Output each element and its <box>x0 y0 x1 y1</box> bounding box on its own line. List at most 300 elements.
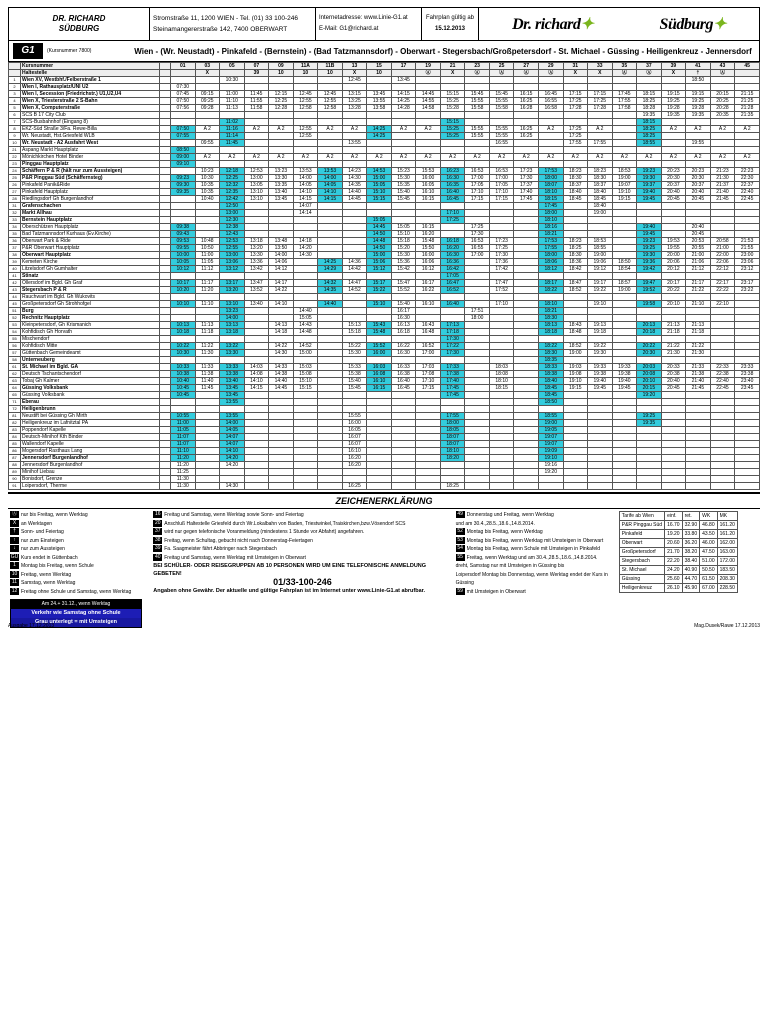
time-cell <box>195 392 220 399</box>
time-cell <box>465 301 490 308</box>
time-cell: 18:33 <box>538 364 563 371</box>
time-cell <box>661 84 686 91</box>
time-cell <box>489 469 514 476</box>
time-cell: 16:52 <box>440 287 465 294</box>
time-cell: 15:55 <box>465 98 490 105</box>
time-cell <box>416 294 441 301</box>
time-cell <box>244 336 269 343</box>
time-cell <box>588 119 613 126</box>
time-cell <box>416 462 441 469</box>
time-cell: 15:10 <box>391 231 416 238</box>
stop-name: Wallendorf Kapelle <box>21 441 160 448</box>
table-row <box>9 343 760 350</box>
time-cell <box>416 427 441 434</box>
tariff-cell: 22.20 <box>665 557 683 566</box>
time-cell: 14:10 <box>244 378 269 385</box>
time-cell <box>171 203 196 210</box>
legend-text: Freitag und Samstag, wenn Werktag sowie Sonn- und Feiertag <box>164 512 304 518</box>
time-cell <box>514 385 539 392</box>
time-cell: 15:52 <box>391 287 416 294</box>
time-cell <box>514 210 539 217</box>
time-cell <box>489 147 514 154</box>
time-cell <box>269 476 294 483</box>
time-cell: 14:42 <box>342 266 367 273</box>
time-cell <box>367 392 392 399</box>
mark-cell <box>160 483 171 490</box>
time-cell: 13:12 <box>220 266 245 273</box>
time-cell: 19:25 <box>637 245 662 252</box>
time-cell <box>195 294 220 301</box>
time-cell: 18:30 <box>563 252 588 259</box>
mark-cell <box>160 413 171 420</box>
time-cell <box>735 420 760 427</box>
time-cell: 18:50 <box>538 399 563 406</box>
time-cell: 11:55 <box>244 98 269 105</box>
mark-cell <box>160 63 171 70</box>
time-cell: 16:55 <box>489 140 514 147</box>
time-cell <box>195 476 220 483</box>
time-cell <box>293 469 318 476</box>
legend-title: ZEICHENERKLÄRUNG <box>8 492 760 509</box>
time-cell <box>465 273 490 280</box>
time-cell: 16:58 <box>538 105 563 112</box>
time-cell <box>195 434 220 441</box>
row-number: 85 <box>9 441 21 448</box>
time-cell: 15:40 <box>391 301 416 308</box>
time-cell: 18:43 <box>563 322 588 329</box>
time-cell: 15:22 <box>367 287 392 294</box>
time-cell: 15:05 <box>367 182 392 189</box>
time-cell: 19:07 <box>538 441 563 448</box>
kurs-number-cell: 41 <box>686 63 711 70</box>
time-cell: 18:25 <box>637 133 662 140</box>
address-oberwart: Steinamangererstraße 142, 7400 OBERWART <box>153 26 288 33</box>
time-cell <box>612 434 637 441</box>
time-cell: 09:43 <box>171 231 196 238</box>
code-cell: 10 <box>293 70 318 77</box>
time-cell: 15:35 <box>391 182 416 189</box>
row-number: 64 <box>9 385 21 392</box>
time-cell <box>612 441 637 448</box>
time-cell: 10:22 <box>171 343 196 350</box>
time-cell <box>318 378 343 385</box>
time-cell <box>489 455 514 462</box>
kurs-number-cell: 25 <box>489 63 514 70</box>
time-cell: 10:40 <box>195 196 220 203</box>
time-cell: 19:35 <box>686 112 711 119</box>
time-cell: 17:53 <box>538 168 563 175</box>
time-cell: 18:18 <box>538 329 563 336</box>
time-cell: 20:23 <box>686 168 711 175</box>
time-cell <box>588 147 613 154</box>
time-cell <box>342 469 367 476</box>
time-cell <box>195 217 220 224</box>
mark-cell <box>160 154 171 161</box>
time-cell <box>588 294 613 301</box>
time-cell <box>661 77 686 84</box>
time-cell <box>342 231 367 238</box>
time-cell <box>269 406 294 413</box>
time-cell <box>661 448 686 455</box>
time-cell: 21:45 <box>710 196 735 203</box>
time-cell: 19:40 <box>637 189 662 196</box>
time-cell: 14:00 <box>220 420 245 427</box>
time-cell <box>465 217 490 224</box>
time-cell: 18:10 <box>538 217 563 224</box>
time-cell <box>465 469 490 476</box>
time-cell <box>686 147 711 154</box>
time-cell: 16:30 <box>391 315 416 322</box>
time-cell <box>171 308 196 315</box>
contact-block <box>316 8 422 40</box>
time-cell: 17:58 <box>612 105 637 112</box>
time-cell <box>637 336 662 343</box>
time-cell <box>563 462 588 469</box>
time-cell: 18:16 <box>538 224 563 231</box>
time-cell: 13:30 <box>269 175 294 182</box>
time-cell <box>293 231 318 238</box>
time-cell <box>612 329 637 336</box>
time-cell: 14:58 <box>416 105 441 112</box>
stop-name: Markt Allhau <box>21 210 160 217</box>
time-cell <box>416 448 441 455</box>
time-cell: 13:10 <box>220 301 245 308</box>
code-cell: Ⓐ <box>710 70 735 77</box>
time-cell: 23:38 <box>735 371 760 378</box>
time-cell: 09:53 <box>171 238 196 245</box>
time-cell <box>661 455 686 462</box>
time-cell <box>612 133 637 140</box>
time-cell <box>514 350 539 357</box>
time-cell <box>318 413 343 420</box>
mark-cell <box>160 441 171 448</box>
time-cell <box>686 406 711 413</box>
time-cell <box>440 112 465 119</box>
time-cell <box>367 399 392 406</box>
time-cell: 20:08 <box>637 371 662 378</box>
time-cell: 21:40 <box>710 189 735 196</box>
time-cell <box>612 126 637 133</box>
time-cell <box>489 119 514 126</box>
time-cell: 20:22 <box>637 343 662 350</box>
time-cell <box>391 399 416 406</box>
time-cell: 17:45 <box>440 385 465 392</box>
table-row <box>9 217 760 224</box>
time-cell: 18:10 <box>489 378 514 385</box>
time-cell <box>735 301 760 308</box>
time-cell <box>710 455 735 462</box>
time-cell <box>612 420 637 427</box>
time-cell <box>342 294 367 301</box>
legend-text: Montag bis Freitag, wenn Werktag <box>466 529 543 535</box>
table-row <box>9 147 760 154</box>
time-cell: 16:18 <box>440 238 465 245</box>
time-cell: 18:15 <box>489 385 514 392</box>
time-cell <box>416 483 441 490</box>
legend-text: Freitag und Samstag, wenn Werktag mit Umsteigen in Oberwart <box>164 554 306 561</box>
time-cell: 15:18 <box>342 329 367 336</box>
time-cell: 14:30 <box>342 175 367 182</box>
time-cell <box>661 399 686 406</box>
time-cell: 21:33 <box>686 364 711 371</box>
time-cell: 16:40 <box>391 378 416 385</box>
time-cell: 10:18 <box>171 329 196 336</box>
time-cell <box>342 273 367 280</box>
mark-cell <box>160 245 171 252</box>
time-cell: 19:15 <box>661 91 686 98</box>
holiday-line1: Am 24.+ 31.12., wenn Werktag <box>11 600 141 609</box>
kurs-number-cell: 23 <box>465 63 490 70</box>
time-cell <box>710 483 735 490</box>
row-number: 31 <box>9 203 21 210</box>
time-cell: 18:45 <box>588 196 613 203</box>
time-cell: 12:30 <box>220 217 245 224</box>
mark-cell <box>160 406 171 413</box>
time-cell: 14:30 <box>220 483 245 490</box>
time-cell: 13:48 <box>269 238 294 245</box>
legend-middle-item <box>153 520 451 529</box>
time-cell <box>612 161 637 168</box>
time-cell <box>367 161 392 168</box>
time-cell <box>514 266 539 273</box>
time-cell <box>342 301 367 308</box>
stop-header: Haltestelle <box>21 70 160 77</box>
time-cell: 20:40 <box>686 189 711 196</box>
time-cell <box>195 469 220 476</box>
time-cell <box>416 434 441 441</box>
time-cell <box>710 406 735 413</box>
legend-left-item <box>10 571 149 580</box>
time-cell <box>514 483 539 490</box>
time-cell <box>538 147 563 154</box>
time-cell <box>465 336 490 343</box>
time-cell: 15:10 <box>367 189 392 196</box>
time-cell: 19:23 <box>637 168 662 175</box>
stop-name: Großpetersdorf Gh Strohhofgel <box>21 301 160 308</box>
time-cell: 20:58 <box>710 238 735 245</box>
time-cell: 16:25 <box>514 133 539 140</box>
time-cell <box>514 140 539 147</box>
time-cell <box>612 357 637 364</box>
mark-cell <box>160 399 171 406</box>
time-cell <box>538 273 563 280</box>
time-cell <box>514 476 539 483</box>
time-cell: 12:45 <box>318 91 343 98</box>
time-cell <box>195 210 220 217</box>
stop-name: Mönichkirchen Hotel Binder <box>21 154 160 161</box>
time-cell: 13:45 <box>391 77 416 84</box>
time-cell: 14:10 <box>293 189 318 196</box>
table-row <box>9 329 760 336</box>
stop-name: Loipersdorf, Therme <box>21 483 160 490</box>
time-cell: 07:55 <box>171 133 196 140</box>
time-cell <box>416 357 441 364</box>
legend-right-item <box>456 520 615 529</box>
time-cell: 16:17 <box>416 280 441 287</box>
time-cell <box>440 224 465 231</box>
time-cell: 18:03 <box>489 364 514 371</box>
row-number: 8 <box>9 126 21 133</box>
time-cell <box>440 357 465 364</box>
time-cell: 12:18 <box>220 168 245 175</box>
time-cell: 14:05 <box>220 427 245 434</box>
time-cell: 21:13 <box>686 322 711 329</box>
time-cell: 13:38 <box>220 371 245 378</box>
time-cell <box>318 469 343 476</box>
time-cell <box>637 441 662 448</box>
row-number: 34 <box>9 224 21 231</box>
time-cell: 14:29 <box>318 266 343 273</box>
time-cell: 22:22 <box>710 287 735 294</box>
legend-left-item <box>10 588 149 597</box>
time-cell <box>489 329 514 336</box>
time-cell <box>416 469 441 476</box>
time-cell <box>318 476 343 483</box>
time-cell <box>367 462 392 469</box>
time-cell <box>391 133 416 140</box>
time-cell <box>489 210 514 217</box>
time-cell <box>367 203 392 210</box>
legend-middle-item <box>153 554 451 563</box>
time-cell <box>269 273 294 280</box>
time-cell <box>710 448 735 455</box>
time-cell: 11:14 <box>220 133 245 140</box>
time-cell: 19:52 <box>637 287 662 294</box>
time-cell <box>416 140 441 147</box>
time-cell: 17:45 <box>440 392 465 399</box>
time-cell: 15:00 <box>293 350 318 357</box>
time-cell: 13:53 <box>318 168 343 175</box>
time-cell: A 2 <box>195 154 220 161</box>
tariff-header: einf. <box>665 512 683 521</box>
legend-text: nur zum Einsteigen <box>21 537 64 544</box>
time-cell: 11:02 <box>220 119 245 126</box>
time-cell: 12:58 <box>293 105 318 112</box>
time-cell <box>220 161 245 168</box>
time-cell: 15:55 <box>489 133 514 140</box>
time-cell: 09:10 <box>171 161 196 168</box>
time-cell: 13:45 <box>269 196 294 203</box>
time-cell: 22:23 <box>735 168 760 175</box>
time-cell <box>538 140 563 147</box>
time-cell <box>563 231 588 238</box>
time-cell <box>710 343 735 350</box>
time-cell: 21:00 <box>686 252 711 259</box>
time-cell <box>563 308 588 315</box>
time-cell: A 2 <box>514 154 539 161</box>
time-cell <box>735 448 760 455</box>
stop-name: Kohfidisch Mitte <box>21 343 160 350</box>
mark-cell <box>160 343 171 350</box>
stop-name: Bernstein Hauptplatz <box>21 217 160 224</box>
time-cell: 14:00 <box>293 175 318 182</box>
legend-symbol: 38 <box>154 536 161 543</box>
time-cell <box>244 413 269 420</box>
legend-left-item <box>10 520 149 529</box>
time-cell <box>318 147 343 154</box>
time-cell <box>318 140 343 147</box>
time-cell: 11:20 <box>195 287 220 294</box>
time-cell: 13:20 <box>220 287 245 294</box>
mark-cell <box>160 273 171 280</box>
time-cell <box>293 259 318 266</box>
table-row <box>9 168 760 175</box>
time-cell: 18:25 <box>440 483 465 490</box>
time-cell: 20:17 <box>661 280 686 287</box>
time-cell <box>637 448 662 455</box>
time-cell: 23:12 <box>735 266 760 273</box>
time-cell <box>244 308 269 315</box>
time-cell: 13:10 <box>244 189 269 196</box>
kurs-number-cell: 13 <box>342 63 367 70</box>
time-cell: 21:22 <box>686 287 711 294</box>
issue-date: Ausgabe 17.12.2013 <box>8 623 55 629</box>
time-cell: 15:38 <box>342 371 367 378</box>
stop-name: Wr. Neustadt, Hst.Griesfeld WLB <box>21 133 160 140</box>
time-cell: 19:58 <box>637 301 662 308</box>
time-cell <box>465 378 490 385</box>
line-badge: G1 <box>13 43 43 59</box>
time-cell <box>244 469 269 476</box>
time-cell: 19:37 <box>637 182 662 189</box>
time-cell: 20:33 <box>661 364 686 371</box>
time-cell <box>195 427 220 434</box>
legend-text: Loipersdorf Montag bis Donnerstag, wenn Werktag endet der Kurs in Güssing <box>455 571 608 586</box>
tariff-cell: 50.50 <box>700 566 718 575</box>
stop-name: P&R Pinggau Süd (Schäffernsteg) <box>21 175 160 182</box>
time-cell <box>293 462 318 469</box>
time-cell <box>416 336 441 343</box>
time-cell <box>391 217 416 224</box>
time-cell: 14:15 <box>293 196 318 203</box>
time-cell: 18:23 <box>563 238 588 245</box>
time-cell <box>735 434 760 441</box>
time-cell <box>416 119 441 126</box>
time-cell <box>391 406 416 413</box>
time-cell: 17:36 <box>489 259 514 266</box>
time-cell <box>440 147 465 154</box>
time-cell: 15:12 <box>367 266 392 273</box>
time-cell: 20:45 <box>661 196 686 203</box>
time-cell <box>391 357 416 364</box>
time-cell: 17:30 <box>440 336 465 343</box>
time-cell <box>588 357 613 364</box>
time-cell: 13:28 <box>342 105 367 112</box>
time-cell: 18:40 <box>538 378 563 385</box>
time-cell: 13:53 <box>293 168 318 175</box>
time-cell <box>440 462 465 469</box>
time-cell <box>612 238 637 245</box>
tariff-row <box>619 548 737 557</box>
time-cell: 16:05 <box>416 182 441 189</box>
time-cell: 22:30 <box>735 175 760 182</box>
time-cell <box>465 434 490 441</box>
mark-cell <box>160 448 171 455</box>
time-cell: 18:23 <box>563 168 588 175</box>
time-cell: 13:10 <box>244 196 269 203</box>
time-cell <box>318 315 343 322</box>
time-cell: 21:28 <box>735 105 760 112</box>
time-cell <box>416 476 441 483</box>
time-cell: 16:18 <box>391 329 416 336</box>
tariff-cell: 21.70 <box>665 548 683 557</box>
time-cell: 17:47 <box>489 280 514 287</box>
table-row <box>9 266 760 273</box>
time-cell <box>710 133 735 140</box>
legend-symbol: 12 <box>11 587 18 594</box>
time-cell: 22:06 <box>710 259 735 266</box>
time-cell <box>514 224 539 231</box>
